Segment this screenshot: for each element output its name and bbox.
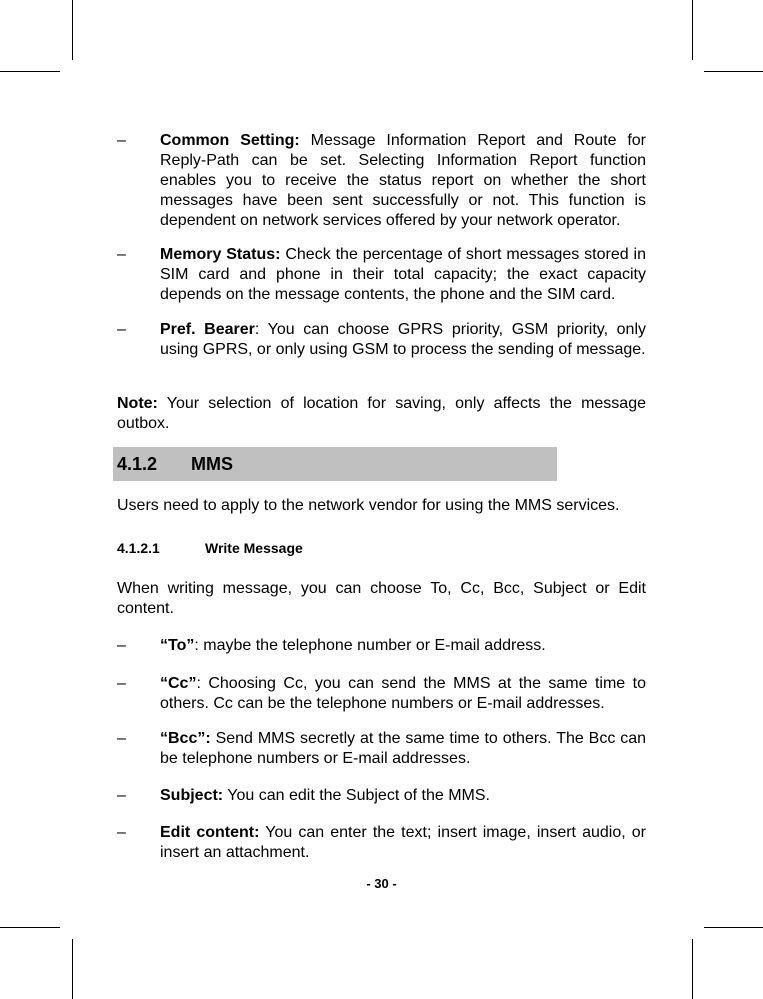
bullet-label: “Bcc”: [160,730,211,747]
bullet-body: Send MMS secretly at the same time to others. The Bcc can be telephone numbers or E-mail addresses. [160,730,646,767]
subsection-title: Write Message [205,540,303,556]
bullet-body: : You can choose GPRS priority, GSM priority, only using GPRS, or only using GSM to process the sending of message. [160,321,647,358]
bullet-label: Subject: [160,787,224,804]
section-heading [113,447,557,481]
bullet-dash: – [117,787,126,804]
bullet-body: You can edit the Subject of the MMS. [223,787,490,804]
bullet-text [160,131,646,231]
crop-mark [0,71,60,72]
bullet-dash: – [117,132,126,149]
note-label: Note: [117,395,158,412]
subsection-intro: When writing message, you can choose To, Cc, Bcc, Subject or Edit content. [117,580,646,617]
bullet-dash: – [117,637,126,654]
bullet-text [160,823,646,863]
note-paragraph [117,394,646,434]
bullet-body: : Choosing Cc, you can send the MMS at the same time to others. Cc can be the telephone numbers or E-mail addresses. [160,675,646,712]
crop-mark [692,0,693,60]
bullet-body: You can enter the text; insert image, insert audio, or insert an attachment. [160,824,647,861]
crop-mark [0,927,60,928]
crop-mark [704,927,763,928]
bullet-text [160,636,646,656]
bullet-dash: – [117,675,126,692]
bullet-label: Common Setting: [160,132,300,149]
section-intro: Users need to apply to the network vendor for using the MMS services. [117,497,620,514]
subsection-number: 4.1.2.1 [117,540,160,556]
bullet-label: Edit content: [160,824,260,841]
bullet-text [160,245,646,305]
section-number: 4.1.2 [117,454,158,474]
bullet-dash: – [117,824,126,841]
bullet-dash: – [117,321,126,338]
section-title: MMS [191,454,233,474]
bullet-label: “Cc” [160,675,197,692]
crop-mark [72,0,73,60]
crop-mark [72,939,73,999]
bullet-body: Message Information Report and Route for Reply-Path can be set. Selecting Information Report function enables you to receive the status report on whether the short messages have been sent successfully or not. This function is dependent on network services offered by your network operator. [160,132,646,229]
crop-mark [692,939,693,999]
bullet-body: Check the percentage of short messages stored in SIM card and phone in their total capacity; the exact capacity depends on the message contents, the phone and the SIM card. [160,246,646,303]
crop-mark [704,71,763,72]
bullet-label: “To” [160,637,195,654]
bullet-text [160,786,646,806]
bullet-body: : maybe the telephone number or E-mail address. [194,637,546,654]
note-text: Your selection of location for saving, only affects the message outbox. [117,395,646,432]
bullet-label: Pref. Bearer [160,321,255,338]
bullet-text [160,674,646,714]
bullet-dash: – [117,730,126,747]
bullet-text [160,729,646,769]
bullet-label: Memory Status: [160,246,281,263]
page-number: - 30 - [366,876,397,891]
bullet-dash: – [117,246,126,263]
bullet-text [160,320,646,360]
